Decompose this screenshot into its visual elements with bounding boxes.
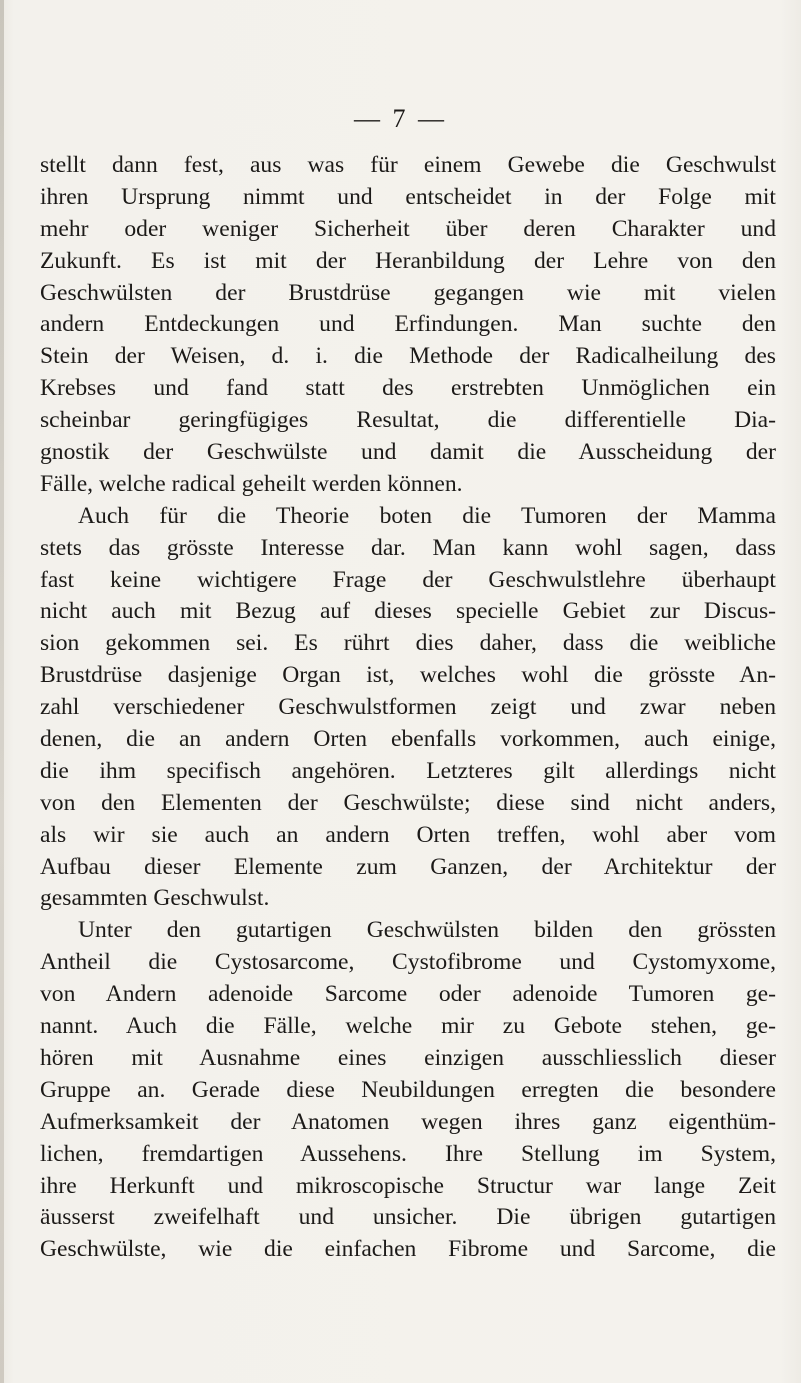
text-line: von den Elementen der Geschwülste; diese sind nicht anders, [40,789,776,816]
text-line: nannt. Auch die Fälle, welche mir zu Gebote stehen, ge- [40,1013,776,1040]
text-line: Krebses und fand statt des erstrebten Unmöglichen ein [40,375,776,402]
text-line: Auch für die Theorie boten die Tumoren der Mamma [78,502,776,529]
text-line: scheinbar geringfügiges Resultat, die differentielle Dia- [40,407,776,434]
text-line: sion gekommen sei. Es rührt dies daher, dass die weibliche [40,630,776,657]
text-line: hören mit Ausnahme eines einzigen ausschliesslich dieser [40,1044,776,1071]
text-line: Fälle, welche radical geheilt werden können. [40,470,463,497]
text-line: stets das grösste Interesse dar. Man kann wohl sagen, dass [40,534,776,561]
text-line: Unter den gutartigen Geschwülsten bilden den grössten [78,917,776,944]
text-line: gesammten Geschwulst. [40,885,270,912]
text-line: Aufmerksamkeit der Anatomen wegen ihres ganz eigenthüm- [40,1108,776,1135]
text-line: fast keine wichtigere Frage der Geschwulstlehre überhaupt [40,566,776,593]
page-edge-shadow [0,0,4,1383]
text-line: Zukunft. Es ist mit der Heranbildung der Lehre von den [40,247,776,274]
text-line: Gruppe an. Gerade diese Neubildungen erregten die besondere [40,1076,776,1103]
text-line: Geschwülste, wie die einfachen Fibrome und Sarcome, die [40,1236,776,1263]
text-line: Aufbau dieser Elemente zum Ganzen, der Architektur der [40,853,776,880]
text-line: Geschwülsten der Brustdrüse gegangen wie mit vielen [40,279,776,306]
text-line: stellt dann fest, aus was für einem Gewebe die Geschwulst [40,152,776,178]
text-line: ihren Ursprung nimmt und entscheidet in der Folge mit [40,183,776,210]
text-line: andern Entdeckungen und Erfindungen. Man suchte den [40,311,776,338]
text-line: zahl verschiedener Geschwulstformen zeigt und zwar neben [40,694,776,721]
text-line: als wir sie auch an andern Orten treffen, wohl aber vom [40,821,776,848]
text-line: ihre Herkunft und mikroscopische Structur war lange Zeit [40,1172,776,1199]
text-line: Antheil die Cystosarcome, Cystofibrome und Cystomyxome, [40,949,776,976]
text-line: mehr oder weniger Sicherheit über deren Charakter und [40,215,776,242]
text-line: von Andern adenoide Sarcome oder adenoide Tumoren ge- [40,981,776,1008]
text-line: denen, die an andern Orten ebenfalls vorkommen, auch einige, [40,726,776,753]
text-line: nicht auch mit Bezug auf dieses specielle Gebiet zur Discus- [40,598,776,625]
page-number: — 7 — [354,104,447,133]
text-line: äusserst zweifelhaft und unsicher. Die übrigen gutartigen [40,1204,776,1231]
body-text [40,150,776,1266]
text-line: lichen, fremdartigen Aussehens. Ihre Stellung im System, [40,1140,776,1167]
text-line: gnostik der Geschwülste und damit die Ausscheidung der [40,439,776,466]
text-line: Stein der Weisen, d. i. die Methode der Radicalheilung des [40,343,776,370]
text-line: die ihm specifisch angehören. Letzteres gilt allerdings nicht [40,757,776,784]
text-line: Brustdrüse dasjenige Organ ist, welches wohl die grösste An- [40,662,776,689]
